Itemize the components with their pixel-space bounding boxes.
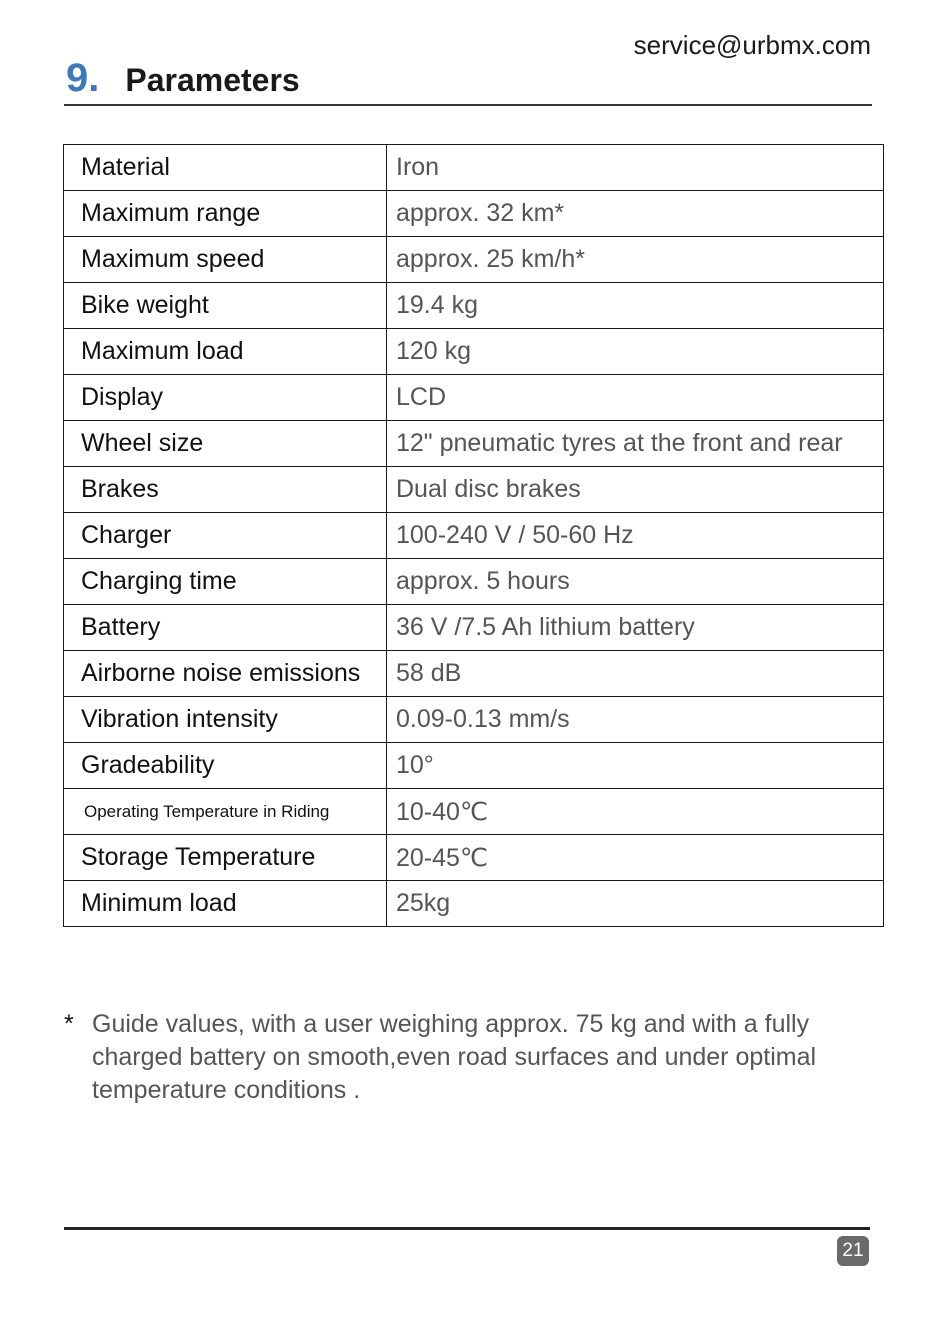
param-value: 120 kg (387, 329, 884, 375)
table-row (64, 835, 884, 881)
table-row (64, 283, 884, 329)
param-label: Charger (64, 513, 387, 559)
footnote (64, 1008, 884, 1107)
section-number: 9. (66, 56, 100, 100)
page-number-badge: 21 (837, 1236, 869, 1266)
param-value: Dual disc brakes (387, 467, 884, 513)
param-value: 12" pneumatic tyres at the front and rear (387, 421, 884, 467)
param-label: Wheel size (64, 421, 387, 467)
contact-email: service@urbmx.com (633, 30, 871, 60)
table-row (64, 467, 884, 513)
param-value: 10-40℃ (387, 789, 884, 835)
param-value: approx. 32 km* (387, 191, 884, 237)
table-row (64, 237, 884, 283)
header-divider (64, 104, 872, 106)
table-row (64, 145, 884, 191)
param-label: Material (64, 145, 387, 191)
table-row (64, 559, 884, 605)
param-label: Battery (64, 605, 387, 651)
table-row (64, 513, 884, 559)
param-label: Minimum load (64, 881, 387, 927)
param-label: Airborne noise emissions (64, 651, 387, 697)
parameters-table (63, 144, 884, 927)
table-row (64, 191, 884, 237)
param-label: Display (64, 375, 387, 421)
param-value: 10° (387, 743, 884, 789)
param-value: 100-240 V / 50-60 Hz (387, 513, 884, 559)
table-row (64, 697, 884, 743)
section-title: Parameters (125, 62, 300, 98)
param-value: 58 dB (387, 651, 884, 697)
table-row (64, 375, 884, 421)
footer-divider (64, 1227, 870, 1230)
table-row (64, 881, 884, 927)
footnote-asterisk: * (64, 1010, 74, 1038)
param-value: 19.4 kg (387, 283, 884, 329)
param-value: Iron (387, 145, 884, 191)
table-row (64, 605, 884, 651)
table-row (64, 743, 884, 789)
param-label: Operating Temperature in Riding (64, 789, 387, 835)
param-label: Storage Temperature (64, 835, 387, 881)
param-label: Gradeability (64, 743, 387, 789)
param-value: approx. 25 km/h* (387, 237, 884, 283)
param-label: Maximum range (64, 191, 387, 237)
param-value: approx. 5 hours (387, 559, 884, 605)
table-row (64, 651, 884, 697)
footnote-text: Guide values, with a user weighing approx. 75 kg and with a fully charged battery on smooth,even road surfaces and under optimal temperature conditions . (92, 1010, 817, 1104)
param-label: Bike weight (64, 283, 387, 329)
param-value: 20-45℃ (387, 835, 884, 881)
param-value: 36 V /7.5 Ah lithium battery (387, 605, 884, 651)
param-label: Maximum load (64, 329, 387, 375)
param-value: 0.09-0.13 mm/s (387, 697, 884, 743)
param-label: Vibration intensity (64, 697, 387, 743)
param-value: LCD (387, 375, 884, 421)
section-header (66, 56, 300, 101)
param-label: Brakes (64, 467, 387, 513)
table-row (64, 789, 884, 835)
table-row (64, 421, 884, 467)
table-row (64, 329, 884, 375)
param-label: Charging time (64, 559, 387, 605)
param-value: 25kg (387, 881, 884, 927)
param-label: Maximum speed (64, 237, 387, 283)
